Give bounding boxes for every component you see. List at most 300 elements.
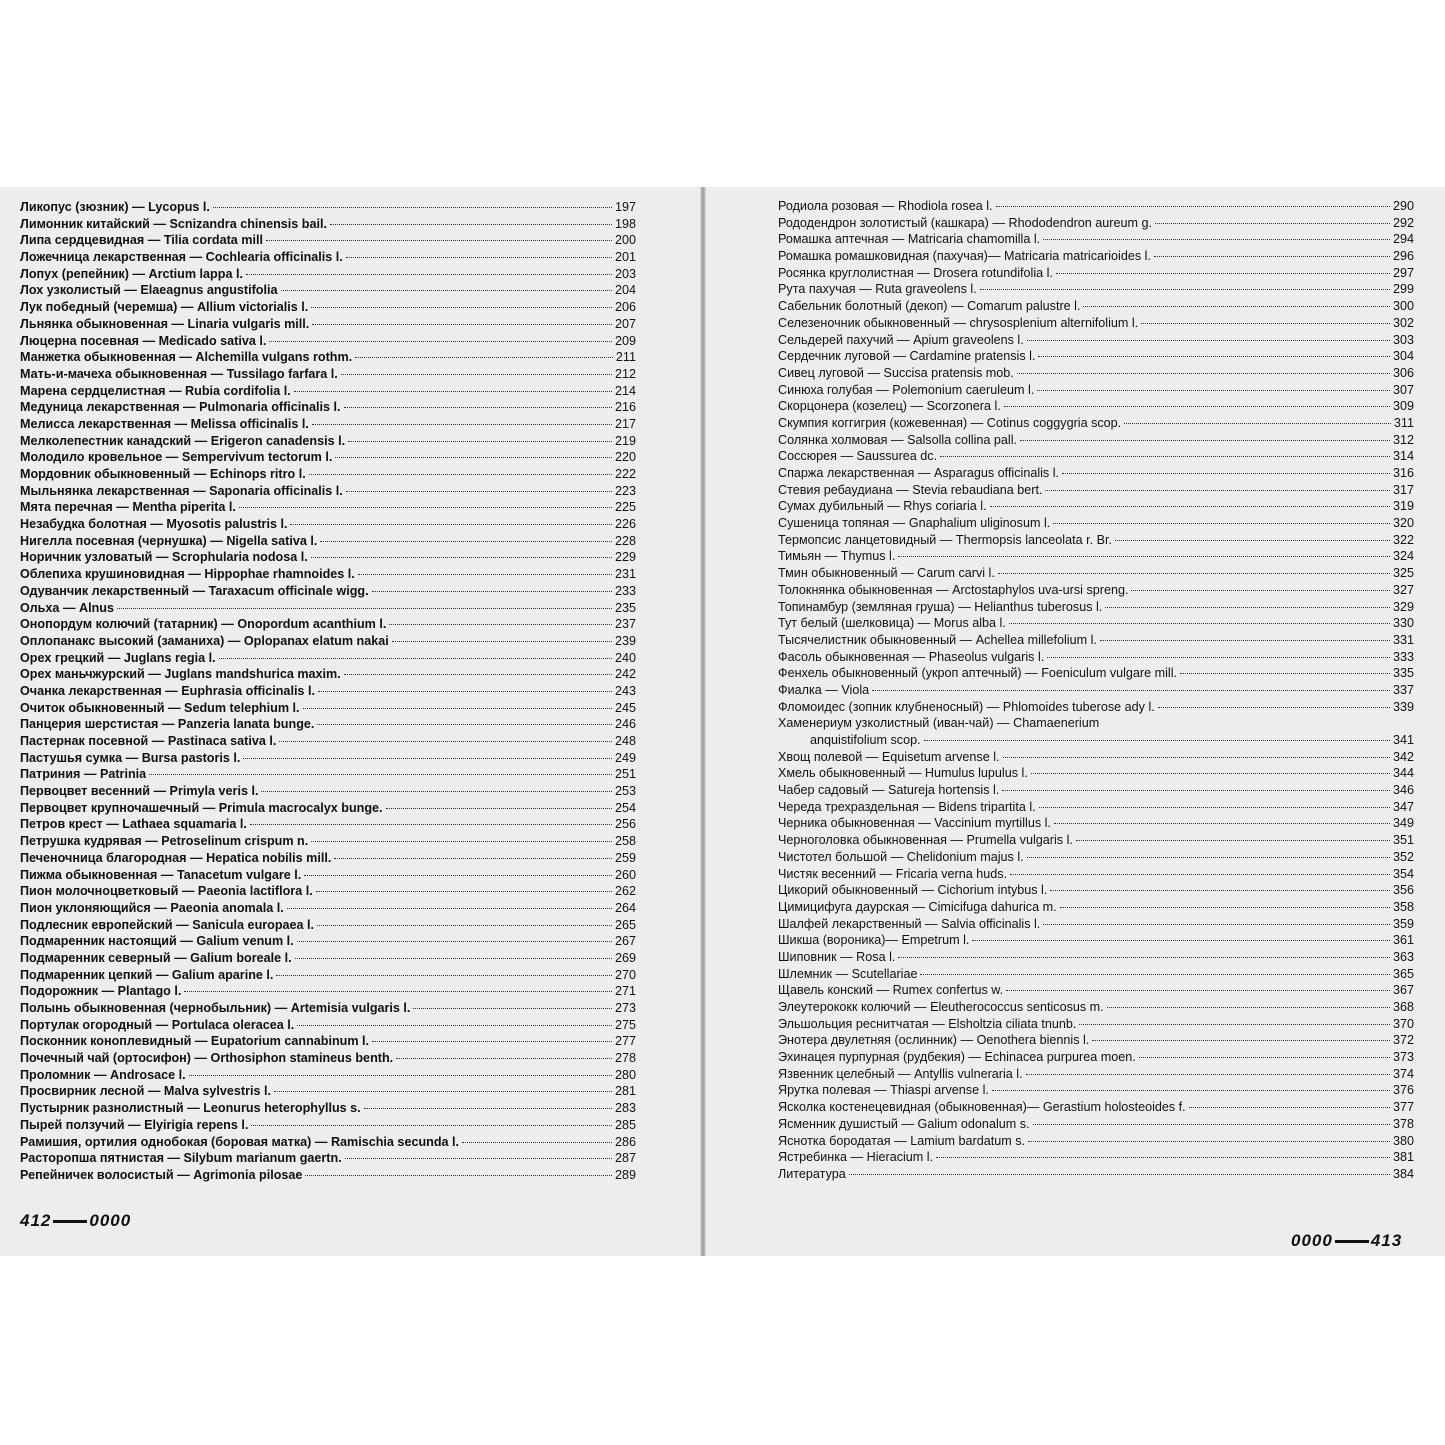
index-entry [778, 198, 1414, 215]
index-entry [20, 499, 636, 516]
entry-page-number: 349 [1392, 816, 1414, 831]
index-entry [778, 1133, 1414, 1150]
entry-name: Ложечница лекарственная — Cochlearia officinalis l. [20, 250, 343, 265]
entry-name: Мать-и-мачеха обыкновенная — Tussilago farfara l. [20, 366, 338, 381]
entry-page-number: 219 [614, 433, 636, 448]
dot-leader [1076, 840, 1390, 841]
dot-leader [1020, 440, 1390, 441]
entry-name: Сердечник луговой — Cardamine pratensis l. [778, 349, 1036, 364]
dot-leader [1079, 1024, 1390, 1025]
entry-name: Цикорий обыкновенный — Cichorium intybus l. [778, 883, 1048, 898]
dot-leader [305, 1175, 612, 1176]
entry-page-number: 373 [1392, 1050, 1414, 1065]
index-entry [778, 1149, 1414, 1166]
entry-name: Спаржа лекарственная — Asparagus officinalis l. [778, 466, 1060, 480]
index-entry [778, 649, 1414, 666]
entry-page-number: 253 [614, 784, 636, 799]
right-index-list [778, 198, 1414, 1183]
entry-page-number: 222 [614, 467, 636, 481]
dot-leader [1050, 890, 1390, 891]
index-entry [778, 949, 1414, 966]
entry-name: Селезеночник обыкновенный — chrysosplenium alternifolium l. [778, 315, 1139, 330]
dot-leader [344, 674, 612, 675]
entry-page-number: 289 [614, 1167, 636, 1182]
dot-leader [372, 1041, 612, 1042]
entry-name: Печеночница благородная — Hepatica nobilis mill. [20, 850, 332, 865]
entry-name: Люцерна посевная — Medicado sativa l. [20, 333, 267, 348]
entry-name: Петрушка кудрявая — Petroselinum crispum n. [20, 834, 309, 849]
entry-page-number: 290 [1392, 199, 1414, 213]
index-entry [778, 432, 1414, 449]
index-entry [20, 1000, 636, 1017]
entry-name: Лук победный (черемша) — Allium victorialis l. [20, 300, 309, 315]
entry-page-number: 331 [1392, 632, 1414, 647]
dot-leader [358, 574, 612, 575]
index-entry [20, 850, 636, 867]
entry-name: Эхинацея пурпурная (рудбекия) — Echinacea purpurea moen. [778, 1050, 1136, 1065]
index-entry [778, 715, 1414, 732]
entry-name: Подлесник европейский — Sanicula europaea l. [20, 917, 315, 932]
entry-name: Черника обыкновенная — Vaccinium myrtillus l. [778, 816, 1051, 831]
index-entry [20, 1067, 636, 1084]
entry-name: Родиола розовая — Rhodiola rosea l. [778, 199, 993, 213]
entry-page-number: 333 [1392, 649, 1414, 664]
dot-leader [341, 374, 612, 375]
entry-name: Черноголовка обыкновенная — Prumella vulgaris l. [778, 833, 1073, 848]
dot-leader [1154, 256, 1390, 257]
entry-page-number: 235 [614, 600, 636, 615]
index-entry [20, 583, 636, 600]
index-entry [20, 983, 636, 1000]
dot-leader [348, 441, 612, 442]
index-entry [778, 398, 1414, 415]
index-entry [20, 1117, 636, 1134]
entry-page-number: 220 [614, 450, 636, 465]
index-entry [778, 966, 1414, 983]
dot-leader [1047, 657, 1390, 658]
dot-leader [1039, 807, 1390, 808]
index-entry [778, 899, 1414, 916]
dot-leader [295, 958, 612, 959]
index-entry [778, 849, 1414, 866]
index-entry [20, 950, 636, 967]
dot-leader [344, 407, 612, 408]
entry-name: Тимьян — Thymus l. [778, 549, 896, 564]
dot-leader [311, 307, 612, 308]
entry-name: Солянка холмовая — Salsolla collina pall. [778, 432, 1017, 447]
entry-name: Патриния — Patrinia [20, 767, 147, 782]
index-entry [20, 867, 636, 884]
index-entry [20, 1167, 636, 1184]
entry-page-number: 314 [1392, 449, 1414, 464]
index-entry [778, 765, 1414, 782]
index-entry [20, 833, 636, 850]
entry-page-number: 319 [1392, 499, 1414, 514]
entry-page-number: 240 [614, 650, 636, 665]
entry-page-number: 246 [614, 717, 636, 732]
dot-leader [972, 940, 1390, 941]
index-entry [778, 248, 1414, 265]
dot-leader [1141, 323, 1390, 324]
entry-name: Орех грецкий — Juglans regia l. [20, 650, 216, 665]
entry-name: Шалфей лекарственный — Salvia officinalis l. [778, 916, 1041, 931]
entry-name: Рамишия, ортилия однобокая (боровая матка) — Ramischia secunda l. [20, 1134, 460, 1149]
dot-leader [996, 206, 1390, 207]
entry-page-number: 277 [614, 1034, 636, 1049]
dot-leader [1031, 773, 1390, 774]
entry-name: Хамeнериум узколистный (иван-чай) — Chamaenerium [778, 716, 1100, 731]
entry-name: Сумах дубильный — Rhys coriaria l. [778, 499, 987, 514]
entry-page-number: 337 [1392, 682, 1414, 697]
dot-leader [990, 506, 1390, 507]
index-entry [778, 599, 1414, 616]
entry-page-number: 206 [614, 300, 636, 315]
entry-name: Энотера двулетняя (ослинник) — Oenothera biennis l. [778, 1033, 1090, 1048]
dot-leader [980, 289, 1390, 290]
entry-name: Фасоль обыкновенная — Phaseolus vulgaris l. [778, 649, 1045, 664]
entry-name: Фенхель обыкновенный (укроп аптечный) — Foeniculum vulgare mill. [778, 666, 1178, 681]
entry-name: Тут белый (шелковица) — Morus alba l. [778, 616, 1006, 631]
index-entry [20, 1033, 636, 1050]
entry-page-number: 358 [1392, 899, 1414, 914]
dot-leader [1043, 924, 1390, 925]
dot-leader [279, 741, 612, 742]
index-entry [778, 515, 1414, 532]
dot-leader [311, 557, 612, 558]
entry-page-number: 281 [614, 1084, 636, 1099]
index-entry [20, 1100, 636, 1117]
entry-name: Просвирник лесной — Malva sylvestris l. [20, 1084, 272, 1099]
dot-leader [276, 975, 612, 976]
entry-page-number: 356 [1392, 883, 1414, 898]
index-entry [778, 1032, 1414, 1049]
index-entry [778, 832, 1414, 849]
entry-name: Стевия ребаудиана — Stevia rebaudiana bert. [778, 482, 1043, 497]
dot-leader [1056, 273, 1390, 274]
entry-page-number: 346 [1392, 783, 1414, 798]
index-entry [778, 982, 1414, 999]
dot-leader [992, 1090, 1390, 1091]
entry-page-number: 273 [614, 1001, 636, 1015]
index-entry [20, 366, 636, 383]
dot-leader [243, 758, 612, 759]
entry-page-number: 297 [1392, 265, 1414, 280]
entry-name: Первоцвет крупночашечный — Primula macrocalyx bunge. [20, 800, 383, 815]
index-entry [778, 632, 1414, 649]
index-entry [778, 999, 1414, 1016]
entry-name: Очиток обыкновенный — Sedum telephium l. [20, 700, 300, 715]
book-spread [0, 187, 1445, 1256]
index-entry [20, 483, 636, 500]
entry-name: Череда трехраздельная — Bidens tripartita l. [778, 799, 1036, 814]
entry-page-number: 217 [614, 416, 636, 431]
index-entry [20, 449, 636, 466]
index-entry [20, 266, 636, 283]
dot-leader [1010, 874, 1390, 875]
right-page [704, 187, 1445, 1256]
dot-leader [312, 324, 612, 325]
entry-page-number: 256 [614, 817, 636, 832]
entry-name: Подорожник — Plantago l. [20, 984, 182, 999]
entry-page-number: 370 [1392, 1016, 1414, 1031]
entry-page-number: 287 [614, 1151, 636, 1166]
dot-leader [1155, 223, 1390, 224]
entry-name: Петров крест — Lathaea squamaria l. [20, 817, 247, 832]
index-entry [778, 482, 1414, 499]
dot-leader [936, 1157, 1390, 1158]
dot-leader [1083, 306, 1390, 307]
index-entry [778, 815, 1414, 832]
index-entry [20, 917, 636, 934]
entry-page-number: 312 [1392, 432, 1414, 447]
entry-name: Литература [778, 1166, 846, 1181]
dot-leader [1027, 857, 1390, 858]
entry-page-number: 354 [1392, 866, 1414, 881]
entry-name: Ястребинка — Hieracium l. [778, 1150, 934, 1165]
entry-page-number: 363 [1392, 949, 1414, 964]
entry-page-number: 325 [1392, 566, 1414, 581]
left-folio [20, 1211, 131, 1231]
entry-page-number: 267 [614, 934, 636, 949]
entry-page-number: 303 [1392, 332, 1414, 347]
entry-name: Ясменник душистый — Galium odonalum s. [778, 1116, 1030, 1131]
index-entry [20, 883, 636, 900]
dot-leader [1060, 907, 1390, 908]
entry-name: Тмин обыкновенный — Carum carvi l. [778, 566, 995, 581]
entry-name: Ясколка костенецевидная (обыкновенная)— Gerastium holosteoides f. [778, 1100, 1186, 1115]
dot-leader [462, 1142, 612, 1143]
dot-leader [1115, 540, 1390, 541]
entry-page-number: 203 [614, 266, 636, 281]
entry-name: Мордовник обыкновенный — Echinops ritro l. [20, 467, 306, 481]
entry-page-number: 243 [614, 683, 636, 698]
entry-name: Пустырник разнолистный — Leonurus heterophyllus s. [20, 1101, 361, 1116]
index-entry [20, 232, 636, 249]
entry-page-number: 329 [1392, 599, 1414, 614]
entry-name: Мелколепестник канадский — Erigeron canadensis l. [20, 433, 346, 448]
index-entry [778, 565, 1414, 582]
entry-name: Подмаренник северный — Galium boreale l. [20, 950, 292, 965]
dot-leader [316, 891, 612, 892]
dot-leader [1180, 673, 1390, 674]
entry-name: Посконник коноплевидный — Eupatorium cannabinum l. [20, 1034, 370, 1049]
entry-name: Панцерия шерстистая — Panzeria lanata bunge. [20, 717, 315, 732]
dot-leader [309, 474, 612, 475]
entry-page-number: 229 [614, 550, 636, 565]
entry-name: Топинамбур (земляная груша) — Helianthus tuberosus l. [778, 599, 1103, 614]
entry-page-number: 249 [614, 750, 636, 765]
entry-name: Сушеница топяная — Gnaphalium uliginosum l. [778, 516, 1051, 531]
index-entry [20, 216, 636, 233]
entry-page-number: 262 [614, 884, 636, 899]
index-entry [778, 866, 1414, 883]
dot-leader [287, 908, 612, 909]
entry-name: Портулак огородный — Portulaca oleracea l. [20, 1017, 295, 1032]
entry-name: Ликопус (зюзник) — Lycopus l. [20, 200, 210, 214]
entry-page-number: 248 [614, 734, 636, 748]
index-entry [20, 1150, 636, 1167]
dot-leader [389, 624, 612, 625]
index-entry [778, 732, 1414, 749]
dot-leader [998, 573, 1390, 574]
entry-name: Мыльнянка лекарственная — Saponaria officinalis l. [20, 483, 343, 498]
index-entry [20, 750, 636, 767]
dot-leader [1003, 757, 1390, 758]
entry-name: Подмаренник цепкий — Galium aparine l. [20, 967, 274, 982]
entry-page-number: 324 [1392, 549, 1414, 564]
index-entry [20, 516, 636, 533]
index-entry [778, 682, 1414, 699]
entry-page-number: 307 [1392, 382, 1414, 397]
entry-page-number: 302 [1392, 315, 1414, 330]
dot-leader [266, 240, 612, 241]
index-entry [20, 800, 636, 817]
index-entry [778, 916, 1414, 933]
index-entry [778, 932, 1414, 949]
index-entry [20, 399, 636, 416]
index-entry [20, 383, 636, 400]
folio-rule [53, 1220, 87, 1223]
entry-page-number: 368 [1392, 1000, 1414, 1014]
dot-leader [1043, 239, 1390, 240]
index-entry [20, 549, 636, 566]
entry-name: Лох узколистый — Elaeagnus angustifolia [20, 283, 278, 298]
left-page [0, 187, 704, 1256]
index-entry [778, 465, 1414, 482]
index-entry [778, 615, 1414, 632]
entry-page-number: 278 [614, 1051, 636, 1066]
entry-page-number: 330 [1392, 616, 1414, 631]
index-entry [778, 799, 1414, 816]
dot-leader [317, 925, 612, 926]
dot-leader [355, 357, 613, 358]
entry-page-number: 198 [614, 216, 636, 231]
index-entry [778, 749, 1414, 766]
entry-page-number: 233 [614, 583, 636, 598]
entry-name: Липа сердцевидная — Tilia cordata mill [20, 233, 263, 248]
index-entry [20, 316, 636, 333]
entry-name: Норичник узловатый — Scrophularia nodosa l. [20, 550, 308, 565]
dot-leader [330, 224, 612, 225]
entry-name: Скорцонера (козелец) — Scorzonera l. [778, 399, 1001, 414]
dot-leader [184, 991, 612, 992]
entry-page-number: 197 [614, 200, 636, 214]
entry-page-number: 212 [614, 366, 636, 381]
entry-name: Чабер садовый — Satureja hortensis l. [778, 783, 1000, 798]
dot-leader [1033, 1124, 1390, 1125]
entry-page-number: 316 [1392, 466, 1414, 480]
index-entry [20, 616, 636, 633]
entry-name: Фиалка — Viola [778, 682, 870, 697]
index-entry [20, 650, 636, 667]
dot-leader [290, 524, 612, 525]
entry-name: Нигелла посевная (чернушка) — Nigella sativa l. [20, 533, 318, 548]
entry-name: Пастушья сумка — Bursa pastoris l. [20, 750, 241, 765]
dot-leader [213, 207, 612, 208]
left-index-list [20, 199, 636, 1184]
entry-name: Ярутка полевая — Thiaspi arvense l. [778, 1083, 989, 1098]
entry-name: Термопсис ланцетовидный — Thermopsis lanceolata r. Br. [778, 532, 1112, 547]
dot-leader [1026, 1074, 1390, 1075]
dot-leader [1107, 1007, 1390, 1008]
entry-page-number: 327 [1392, 582, 1414, 597]
entry-page-number: 211 [615, 350, 636, 365]
index-entry [20, 566, 636, 583]
entry-page-number: 231 [614, 567, 636, 582]
index-entry [778, 231, 1414, 248]
entry-page-number: 286 [614, 1134, 636, 1149]
dot-leader [303, 708, 612, 709]
entry-name: Облепиха крушиновидная — Hippophae rhamnoides l. [20, 567, 355, 582]
entry-page-number: 304 [1392, 349, 1414, 364]
entry-name: Льнянка обыкновенная — Linaria vulgaris mill. [20, 316, 310, 331]
entry-name: Первоцвет весенний — Primyla veris l. [20, 784, 259, 799]
dot-leader [386, 808, 612, 809]
dot-leader [872, 690, 1390, 691]
dot-leader [1054, 823, 1390, 824]
entry-page-number: 341 [1392, 733, 1414, 747]
entry-page-number: 296 [1392, 249, 1414, 264]
entry-name: Орех маньчжурский — Juglans mandshurica maxim. [20, 667, 341, 682]
entry-page-number: 201 [614, 250, 636, 265]
entry-page-number: 292 [1392, 215, 1414, 230]
right-folio-mark: 0000 [1291, 1231, 1333, 1250]
dot-leader [1045, 490, 1390, 491]
dot-leader [345, 1158, 612, 1159]
entry-name: Почечный чай (ортосифон) — Orthosiphon stamineus benth. [20, 1051, 394, 1066]
index-entry [778, 1166, 1414, 1183]
dot-leader [1037, 390, 1390, 391]
dot-leader [898, 957, 1390, 958]
entry-name: Сельдерей пахучий — Apium graveolens l. [778, 332, 1024, 347]
entry-name: Одуванчик лекарственный — Taraxacum officinale wigg. [20, 583, 369, 598]
dot-leader [281, 290, 612, 291]
entry-page-number: 342 [1392, 749, 1414, 764]
entry-name: Язвенник целебный — Antyllis vulneraria l. [778, 1066, 1023, 1081]
index-entry [20, 1050, 636, 1067]
entry-name: Медуница лекарственная — Pulmonaria officinalis l. [20, 400, 341, 415]
entry-page-number: 251 [614, 767, 636, 782]
entry-name: Ольха — Alnus [20, 600, 114, 615]
index-entry [778, 1016, 1414, 1033]
entry-name: Соссюрея — Saussurea dc. [778, 449, 938, 464]
entry-name: anquistifolium scop. [810, 733, 921, 747]
entry-name: Хвощ полевой — Equisetum arvense l. [778, 749, 1000, 764]
entry-name: Щавель конский — Rumex confertus w. [778, 983, 1004, 998]
index-entry [778, 532, 1414, 549]
dot-leader [346, 257, 612, 258]
index-entry [778, 582, 1414, 599]
dot-leader [413, 1008, 612, 1009]
dot-leader [251, 1125, 612, 1126]
index-entry [20, 783, 636, 800]
index-entry [778, 348, 1414, 365]
dot-leader [1006, 990, 1390, 991]
dot-leader [1062, 473, 1390, 474]
entry-name: Онопордум колючий (татарник) — Onopordum acanthium l. [20, 617, 387, 632]
entry-page-number: 367 [1392, 983, 1414, 998]
entry-name: Марена сердцелистная — Rubia cordifolia l. [20, 383, 291, 398]
entry-page-number: 226 [614, 517, 636, 532]
dot-leader [364, 1108, 612, 1109]
dot-leader [1038, 356, 1390, 357]
entry-name: Манжетка обыкновенная — Alchemilla vulgans rothm. [20, 350, 353, 365]
right-page-number: 413 [1370, 1231, 1403, 1250]
entry-name: Пижма обыкновенная — Tanacetum vulgare l. [20, 867, 302, 882]
dot-leader [1124, 423, 1391, 424]
index-entry [20, 282, 636, 299]
dot-leader [320, 541, 612, 542]
